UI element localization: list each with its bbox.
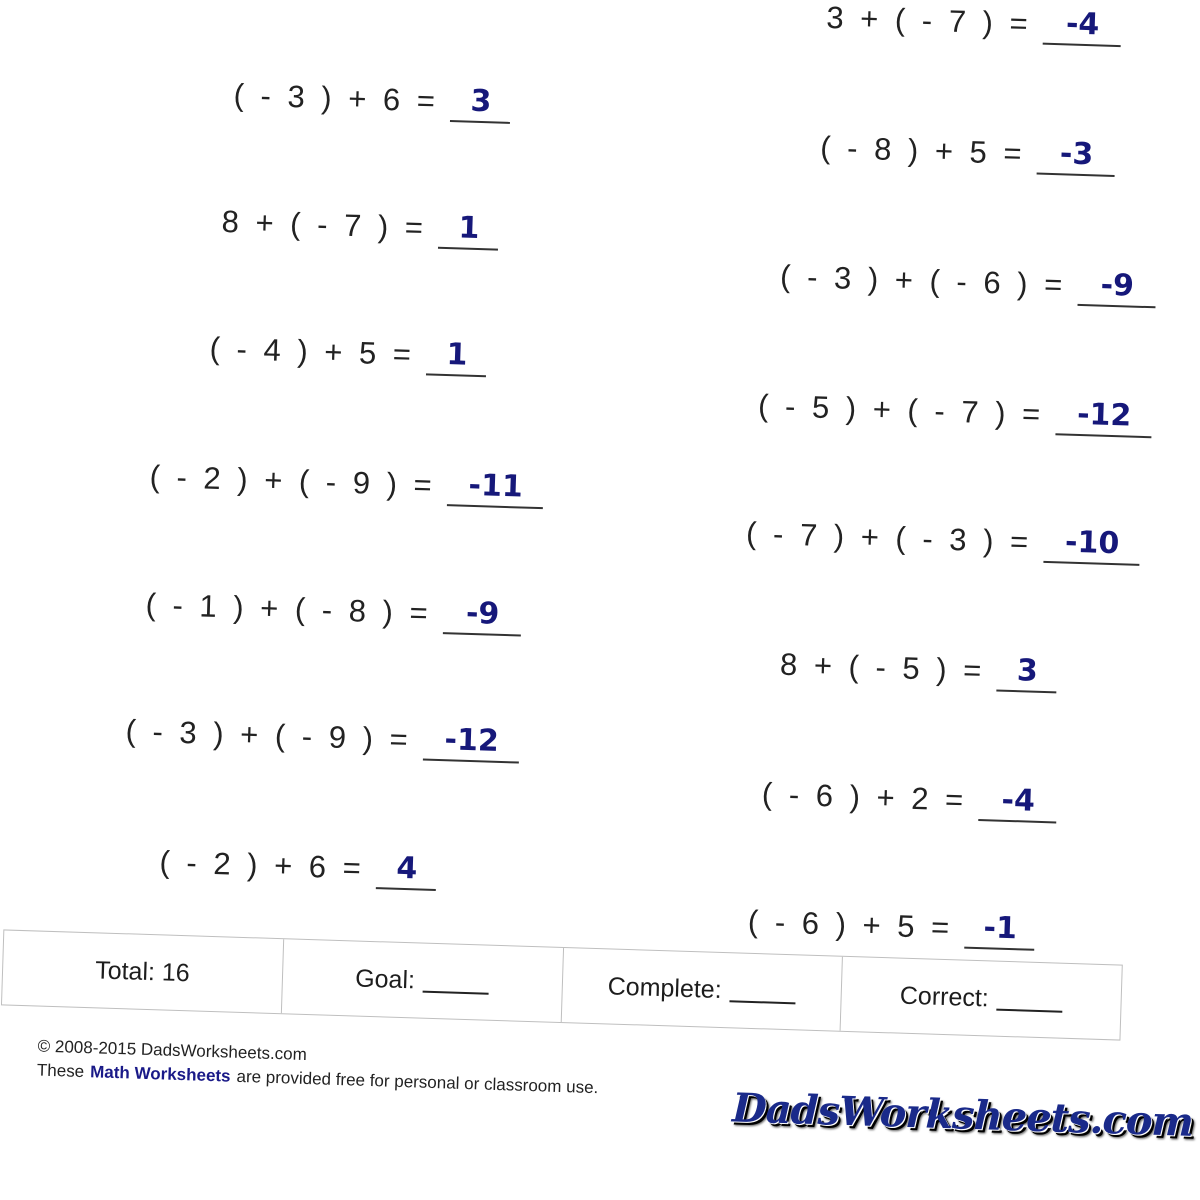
problem-expression: ( - 1 ) + ( - 8 ) =	[145, 586, 433, 631]
answer-blank[interactable]	[426, 334, 487, 377]
problem-row	[209, 328, 487, 378]
correct-label: Correct:	[899, 981, 990, 1012]
correct-blank[interactable]	[996, 987, 1063, 1013]
problem-row	[780, 256, 1157, 309]
problem-row	[145, 584, 522, 637]
problem-expression: ( - 2 ) + ( - 9 ) =	[149, 458, 437, 503]
answer-blank[interactable]	[447, 465, 544, 509]
problem-answer: -1	[983, 910, 1018, 947]
problem-answer: -4	[1001, 782, 1036, 819]
problem-row	[758, 385, 1153, 438]
answer-blank[interactable]	[438, 208, 499, 251]
total-value: 16	[161, 957, 191, 987]
answer-blank[interactable]	[376, 848, 437, 891]
complete-blank[interactable]	[729, 978, 796, 1004]
problem-row	[761, 773, 1057, 823]
footer-text-after: are provided free for personal or classroom use.	[236, 1066, 599, 1098]
answer-blank[interactable]	[1056, 394, 1153, 438]
problem-row	[826, 0, 1122, 47]
problem-expression: 3 + ( - 7 ) =	[825, 0, 1033, 42]
problem-row	[159, 841, 437, 891]
dadsworksheets-logo[interactable]: DadsWorksheets.com	[731, 1084, 1194, 1146]
answer-blank[interactable]	[1043, 4, 1122, 47]
total-label: Total:	[94, 955, 156, 986]
math-worksheets-link[interactable]: Math Worksheets	[89, 1062, 231, 1086]
copyright-text: © 2008-2015 DadsWorksheets.com	[37, 1036, 308, 1065]
problem-expression: ( - 3 ) + ( - 9 ) =	[125, 713, 413, 758]
problem-answer: 3	[469, 83, 492, 120]
problem-row	[820, 127, 1116, 177]
problem-answer: -3	[1059, 136, 1094, 173]
goal-cell	[282, 939, 564, 1022]
footer	[37, 1035, 600, 1101]
problem-expression: ( - 7 ) + ( - 3 ) =	[745, 515, 1033, 560]
problem-answer: -9	[465, 595, 500, 632]
problem-answer: 4	[395, 850, 418, 887]
problem-expression: ( - 6 ) + 2 =	[761, 776, 968, 818]
problem-answer: -4	[1065, 6, 1100, 43]
problem-row	[125, 710, 520, 763]
answer-blank[interactable]	[1044, 522, 1141, 566]
problem-answer: -12	[444, 722, 500, 759]
goal-blank[interactable]	[423, 969, 490, 995]
answer-blank[interactable]	[997, 651, 1058, 694]
answer-blank[interactable]	[1037, 134, 1116, 177]
answer-blank[interactable]	[450, 81, 511, 124]
problem-row	[747, 901, 1035, 951]
answer-blank[interactable]	[979, 780, 1058, 823]
problem-answer: 1	[445, 337, 468, 373]
complete-cell	[561, 948, 843, 1031]
problem-answer: -11	[468, 467, 524, 505]
problem-expression: ( - 5 ) + ( - 7 ) =	[757, 387, 1045, 432]
correct-cell	[841, 957, 1122, 1040]
problem-row	[221, 201, 499, 251]
answer-blank[interactable]	[423, 720, 520, 764]
total-cell	[2, 930, 284, 1013]
problem-expression: 8 + ( - 5 ) =	[779, 646, 986, 689]
problem-row	[149, 456, 544, 509]
problem-answer: -9	[1100, 267, 1135, 304]
answer-blank[interactable]	[443, 593, 522, 636]
problem-expression: ( - 3 ) + ( - 6 ) =	[779, 258, 1067, 303]
complete-label: Complete:	[607, 971, 723, 1004]
problem-expression: ( - 8 ) + 5 =	[819, 129, 1027, 172]
problem-expression: ( - 4 ) + 5 =	[209, 330, 416, 373]
problem-expression: 8 + ( - 7 ) =	[221, 203, 428, 246]
problem-list	[19, 0, 1200, 947]
problem-row	[779, 644, 1057, 694]
problem-row	[233, 74, 511, 124]
problem-answer: 1	[457, 210, 480, 247]
answer-blank[interactable]	[1078, 265, 1157, 308]
problem-answer: -10	[1064, 524, 1120, 562]
answer-blank[interactable]	[965, 908, 1036, 951]
problem-answer: 3	[1016, 653, 1039, 689]
problem-answer: -12	[1076, 396, 1132, 434]
problem-expression: ( - 6 ) + 5 =	[747, 903, 954, 946]
footer-text-before: These	[36, 1060, 85, 1082]
problem-expression: ( - 2 ) + 6 =	[159, 844, 366, 886]
goal-label: Goal:	[354, 964, 416, 994]
problem-expression: ( - 3 ) + 6 =	[233, 77, 440, 119]
problem-row	[746, 513, 1141, 566]
